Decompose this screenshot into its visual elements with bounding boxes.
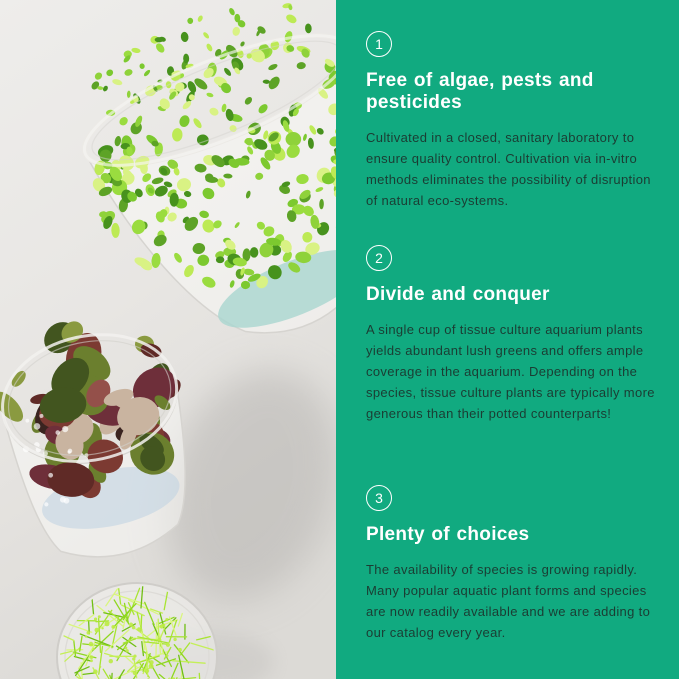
feature-title: Free of algae, pests and pesticides (366, 70, 594, 113)
step-3-badge (366, 485, 392, 511)
feature-description: The availability of species is growing rapidly. Many popular aquatic plant forms and species are now readily available and we are adding to our catalog every year. (366, 562, 651, 640)
step-1-badge (366, 31, 392, 57)
step-2-badge (366, 245, 392, 271)
photo-illustration (0, 0, 336, 679)
feature-title: Divide and conquer (366, 284, 550, 305)
product-photo (0, 0, 336, 679)
info-panel (336, 0, 679, 679)
step-number: 1 (375, 36, 383, 52)
feature-description: A single cup of tissue culture aquarium plants yields abundant lush greens and offers ample coverage in the aquarium. Depending on the species, tissue culture plants are typically more generous than their potted counterparts! (366, 322, 655, 421)
feature-description: Cultivated in a closed, sanitary laboratory to ensure quality control. Cultivation via in-vitro methods eliminates the possibility of disruption of natural eco-systems. (366, 130, 651, 208)
step-number: 2 (375, 250, 383, 266)
feature-section-3 (366, 485, 658, 643)
feature-section-2 (366, 245, 658, 424)
feature-title: Plenty of choices (366, 524, 530, 545)
feature-section-1 (366, 31, 658, 211)
step-number: 3 (375, 490, 383, 506)
